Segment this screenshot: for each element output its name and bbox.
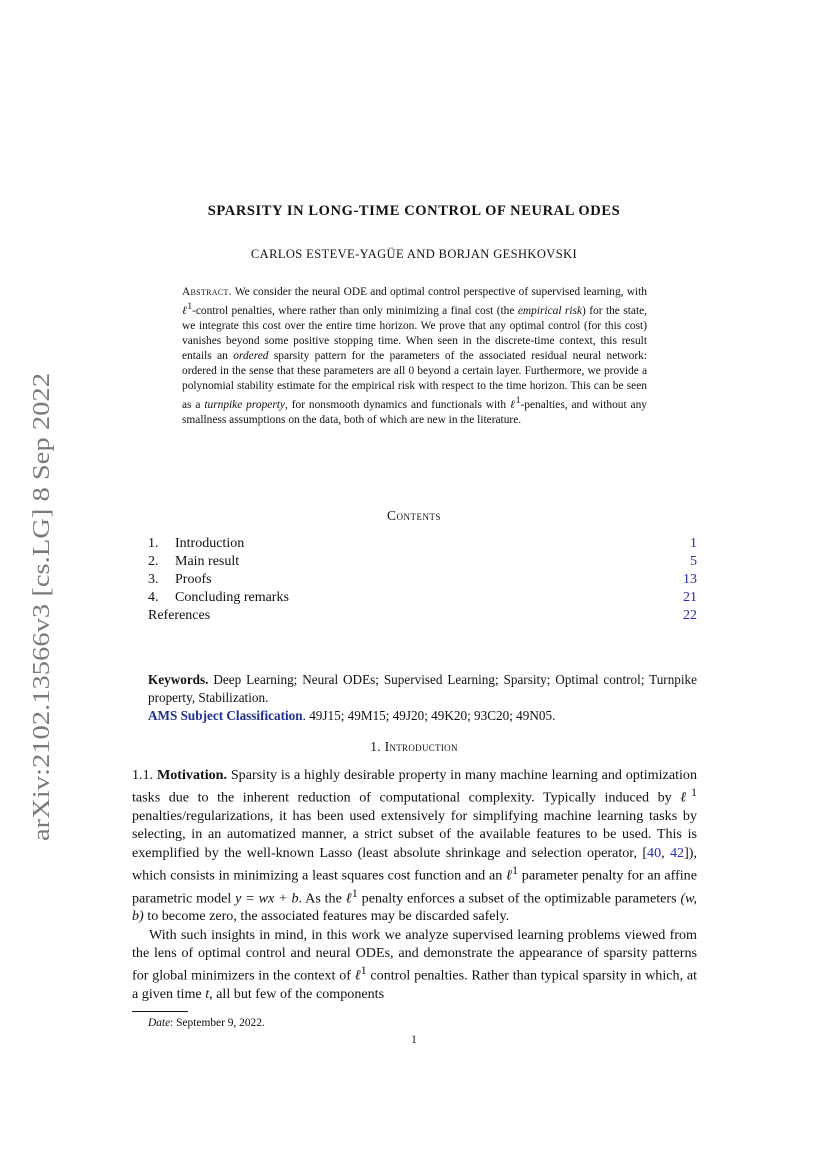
- keywords-paragraph: [148, 671, 697, 707]
- toc-entry-references[interactable]: [148, 607, 697, 625]
- toc-number: 4.: [148, 590, 159, 605]
- toc-number: 2.: [148, 554, 159, 569]
- ell-symbol: ℓ: [354, 967, 361, 984]
- abstract-text: We consider the neural ODE and optimal control perspective of supervised learning, with: [231, 286, 647, 298]
- ams-codes: . 49J15; 49M15; 49J20; 49K20; 93C20; 49N05.: [302, 708, 556, 723]
- section-heading-text: 1. Introduction: [370, 739, 458, 754]
- contents-title: Contents: [386, 508, 441, 523]
- superscript-one: 1: [187, 302, 193, 313]
- toc-entry-main-result[interactable]: [148, 553, 697, 571]
- toc-page-link[interactable]: 21: [683, 590, 697, 605]
- toc-page-link[interactable]: 22: [683, 608, 697, 623]
- arxiv-sidebar-stamp: [28, 370, 56, 845]
- ell-symbol: ℓ: [506, 867, 513, 884]
- abstract-label: Abstract.: [182, 286, 232, 298]
- abstract-text: -control penalties, where rather than only minimizing a final cost (the: [192, 304, 518, 317]
- ell-symbol: ℓ: [680, 789, 692, 806]
- body-text: control penalties. Rather than typical sparsity in which, at a given time: [132, 967, 698, 1002]
- superscript-one: 1: [691, 786, 697, 800]
- subsection-number: 1.1.: [132, 767, 157, 783]
- toc-number: 1.: [148, 536, 159, 551]
- body-text: With such insights in mind, in this work we analyze supervised learning problems viewed from the lens of optimal control and neural ODEs, and demonstrate the appearance of sparsity patterns for global minimizers in the context of: [132, 926, 697, 984]
- abstract-paragraph: [182, 285, 647, 428]
- body-text: ]), which consists in minimizing a least squares cost function and an: [132, 844, 697, 884]
- citation-link[interactable]: 42: [669, 844, 685, 861]
- superscript-one: 1: [360, 964, 367, 978]
- time-variable: t: [205, 985, 210, 1002]
- footnote-date: [148, 1017, 265, 1029]
- toc-entry-concluding-remarks[interactable]: [148, 589, 697, 607]
- toc-page-link[interactable]: 5: [690, 554, 697, 569]
- abstract-text: -penalties, and without any smallness assumptions on the data, both of which are new in the literature.: [182, 399, 647, 427]
- toc-page-link[interactable]: 13: [683, 572, 697, 587]
- model-equation: y = wx + b: [235, 890, 299, 907]
- page-number: 1: [411, 1034, 417, 1046]
- introduction-body: [132, 766, 697, 1003]
- parameters-tuple: (w, b): [132, 890, 698, 925]
- citation-link[interactable]: 40: [647, 844, 662, 861]
- keywords-label: Keywords.: [148, 672, 209, 687]
- emphasis-turnpike-property: turnpike property: [204, 399, 285, 412]
- table-of-contents: [148, 535, 697, 625]
- toc-label: Introduction: [175, 536, 245, 551]
- keywords-block: [148, 671, 697, 725]
- emphasis-ordered: ordered: [233, 350, 269, 363]
- footnote-rule: [132, 1011, 188, 1012]
- body-text: penalty enforces a subset of the optimizable parameters: [357, 890, 681, 907]
- body-paragraph: [132, 766, 697, 926]
- toc-label: Proofs: [175, 572, 212, 587]
- body-text: , all but few of the components: [209, 985, 385, 1002]
- body-paragraph: [132, 926, 697, 1004]
- toc-entry-introduction[interactable]: [148, 535, 697, 553]
- keywords-text: Deep Learning; Neural ODEs; Supervised Learning; Sparsity; Optimal control; Turnpike property, Stabilization.: [148, 672, 697, 705]
- abstract: [182, 285, 647, 428]
- ell-symbol: ℓ: [345, 890, 352, 907]
- body-text: to become zero, the associated features may be discarded safely.: [143, 908, 510, 925]
- body-text: penalties/regularizations, it has been used extensively for simplifying machine learning tasks by selecting, in an automatized manner, a strict subset of the available features to be used. This is exemplified by the well-known Lasso (least absolute shrinkage and selection operator, [: [132, 808, 697, 861]
- emphasis-empirical-risk: empirical risk: [517, 304, 583, 317]
- abstract-text: ) for the state, we integrate this cost over the entire time horizon. We prove that any optimal control (for this cost) vanishes beyond some positive stopping time. When seen in the discrete-time context, this result entails an: [182, 304, 648, 363]
- superscript-one: 1: [515, 396, 521, 407]
- body-text: parameter penalty for an affine parametric model: [132, 867, 697, 907]
- paper-authors: CARLOS ESTEVE-YAGÜE AND BORJAN GESHKOVSKI: [250, 247, 578, 261]
- toc-label: Main result: [175, 554, 240, 569]
- footnote-text: : September 9, 2022.: [170, 1017, 265, 1029]
- abstract-text: , for nonsmooth dynamics and functionals with: [284, 399, 510, 412]
- body-text: . As the: [298, 890, 346, 907]
- toc-page-link[interactable]: 1: [690, 536, 697, 551]
- footnote-label: Date: [148, 1017, 171, 1029]
- ams-classification-link[interactable]: AMS Subject Classification: [148, 708, 303, 723]
- toc-number: 3.: [148, 572, 159, 587]
- toc-label: References: [148, 608, 211, 623]
- toc-entry-proofs[interactable]: [148, 571, 697, 589]
- subsection-title: Motivation.: [156, 767, 228, 783]
- superscript-one: 1: [512, 863, 519, 877]
- citation-separator: ,: [661, 844, 670, 861]
- section-heading-introduction: [100, 739, 728, 755]
- arxiv-stamp-svg: [28, 370, 56, 845]
- superscript-one: 1: [351, 886, 358, 900]
- ell-symbol: ℓ: [182, 304, 188, 317]
- paper-title: SPARSITY IN LONG-TIME CONTROL OF NEURAL ODES: [207, 203, 621, 219]
- abstract-text: sparsity pattern for the parameters of the associated residual neural network: ordered in the sense that these parameters are all 0 beyond a certain layer. Furthermore, we provide a polynomial stability estimate for the empirical risk with respect to the time horizon. This can be seen as a: [182, 350, 647, 412]
- ams-paragraph: [148, 707, 697, 725]
- arxiv-stamp-text: arXiv:2102.13566v3 [cs.LG] 8 Sep 2022: [28, 439, 55, 841]
- body-text: Sparsity is a highly desirable property in many machine learning and optimization tasks due to the inherent reduction of computational complexity. Typically induced by: [132, 767, 697, 806]
- ell-symbol: ℓ: [509, 399, 516, 412]
- toc-label: Concluding remarks: [175, 590, 289, 605]
